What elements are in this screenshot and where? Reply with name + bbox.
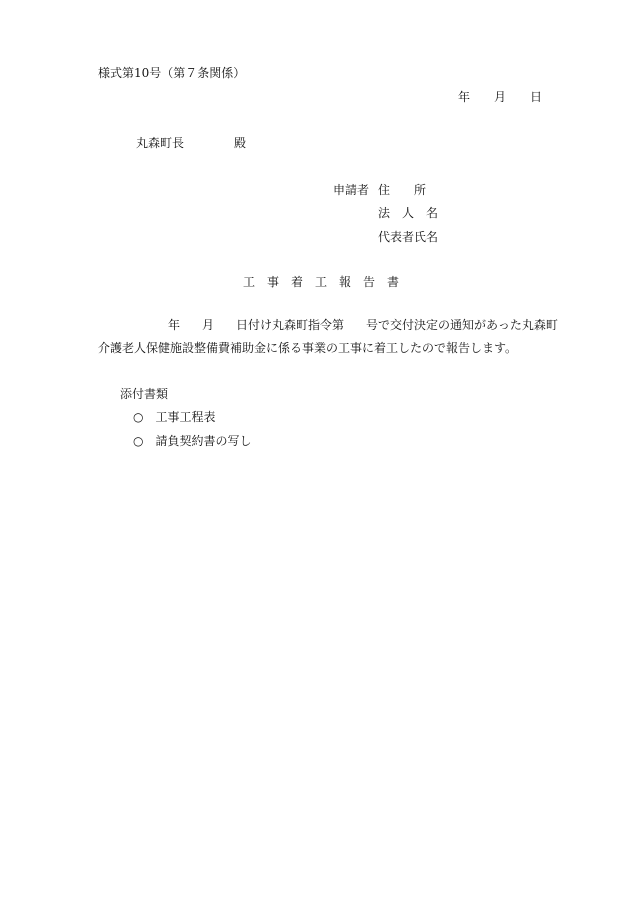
applicant-label: 申請者	[333, 183, 370, 197]
attachment-item-label: 工事工程表	[155, 410, 216, 424]
date-line	[458, 89, 542, 105]
date-month: 月	[494, 90, 507, 104]
addressee-line	[136, 135, 246, 151]
date-day: 日	[530, 90, 543, 104]
body-line-1	[168, 317, 558, 333]
addressee-honorific: 殿	[234, 136, 247, 150]
applicant-representative-label: 代表者氏名	[378, 230, 439, 244]
attachment-item-label: 請負契約書の写し	[155, 434, 252, 448]
applicant-address-label: 住 所	[378, 183, 427, 197]
attachments-heading: 添付書類	[120, 387, 169, 401]
body-part2: 号で交付決定の通知があった丸森町	[366, 318, 558, 332]
addressee-name: 丸森町長	[136, 136, 185, 150]
body-month: 月	[202, 318, 215, 332]
body-year: 年	[168, 318, 181, 332]
attachment-item	[133, 409, 216, 425]
applicant-corp-name-label: 法 人 名	[378, 206, 439, 220]
body-line-2: 介護老人保健施設整備費補助金に係る事業の工事に着工したので報告します。	[98, 341, 518, 355]
circle-icon: ○	[133, 434, 144, 448]
form-number: 様式第10号（第７条関係）	[98, 66, 246, 80]
date-year: 年	[458, 90, 471, 104]
circle-icon: ○	[133, 410, 144, 424]
document-title: 工 事 着 工 報 告 書	[243, 275, 400, 289]
body-part1: 日付け丸森町指令第	[236, 318, 345, 332]
attachment-item	[133, 433, 252, 449]
